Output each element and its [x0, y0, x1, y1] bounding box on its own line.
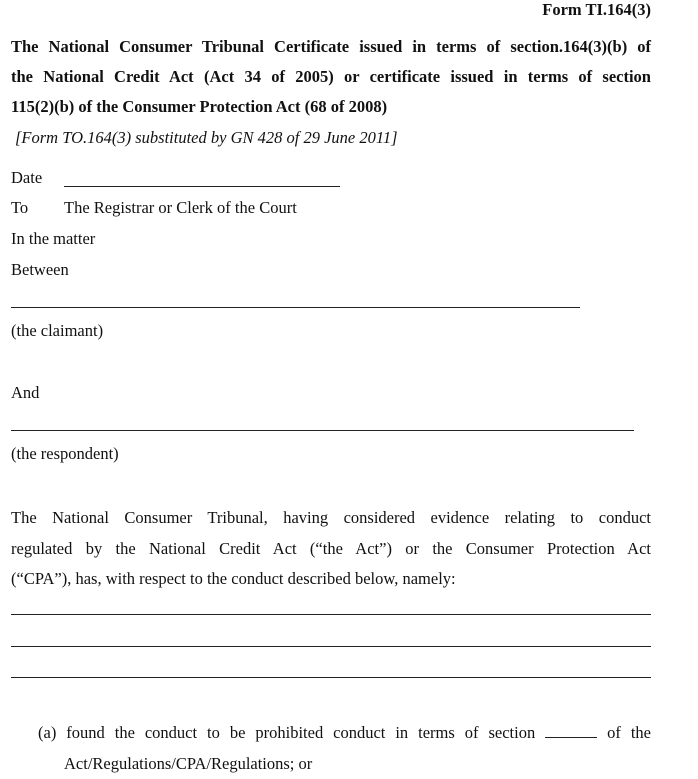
- date-blank-line[interactable]: [64, 186, 340, 187]
- date-label: Date: [11, 168, 42, 188]
- item-a: [38, 718, 651, 779]
- item-a-text-1: (a) found the conduct to be prohibited conduct in terms of section: [38, 723, 535, 742]
- respondent-label: (the respondent): [11, 444, 119, 464]
- form-title: [11, 32, 651, 122]
- conduct-blank-line-2[interactable]: [11, 646, 651, 647]
- form-code: Form TI.164(3): [542, 0, 651, 20]
- in-the-matter-label: In the matter: [11, 229, 95, 249]
- between-label: Between: [11, 260, 69, 280]
- to-label: To: [11, 198, 28, 218]
- body-line-2: regulated by the National Credit Act (“the Act”) or the Consumer Protection Act: [11, 534, 651, 565]
- item-a-text-2: of the: [607, 723, 651, 742]
- title-line-2: the National Credit Act (Act 34 of 2005) or certificate issued in terms of section: [11, 62, 651, 92]
- conduct-blank-line-1[interactable]: [11, 614, 651, 615]
- body-line-3: (“CPA”), has, with respect to the conduct described below, namely:: [11, 564, 651, 595]
- item-a-line-1: [38, 718, 651, 749]
- respondent-blank-line[interactable]: [11, 430, 634, 431]
- body-line-1: The National Consumer Tribunal, having considered evidence relating to conduct: [11, 503, 651, 534]
- item-a-line-2: Act/Regulations/CPA/Regulations; or: [38, 749, 651, 779]
- substitution-note: [Form TO.164(3) substituted by GN 428 of 29 June 2011]: [15, 128, 398, 148]
- body-paragraph: [11, 503, 651, 595]
- section-blank[interactable]: [545, 723, 597, 738]
- claimant-blank-line[interactable]: [11, 307, 580, 308]
- and-label: And: [11, 383, 39, 403]
- conduct-blank-line-3[interactable]: [11, 677, 651, 678]
- claimant-label: (the claimant): [11, 321, 103, 341]
- to-value: The Registrar or Clerk of the Court: [64, 198, 297, 218]
- title-line-3: 115(2)(b) of the Consumer Protection Act (68 of 2008): [11, 92, 651, 122]
- title-line-1: The National Consumer Tribunal Certificate issued in terms of section.164(3)(b) of: [11, 32, 651, 62]
